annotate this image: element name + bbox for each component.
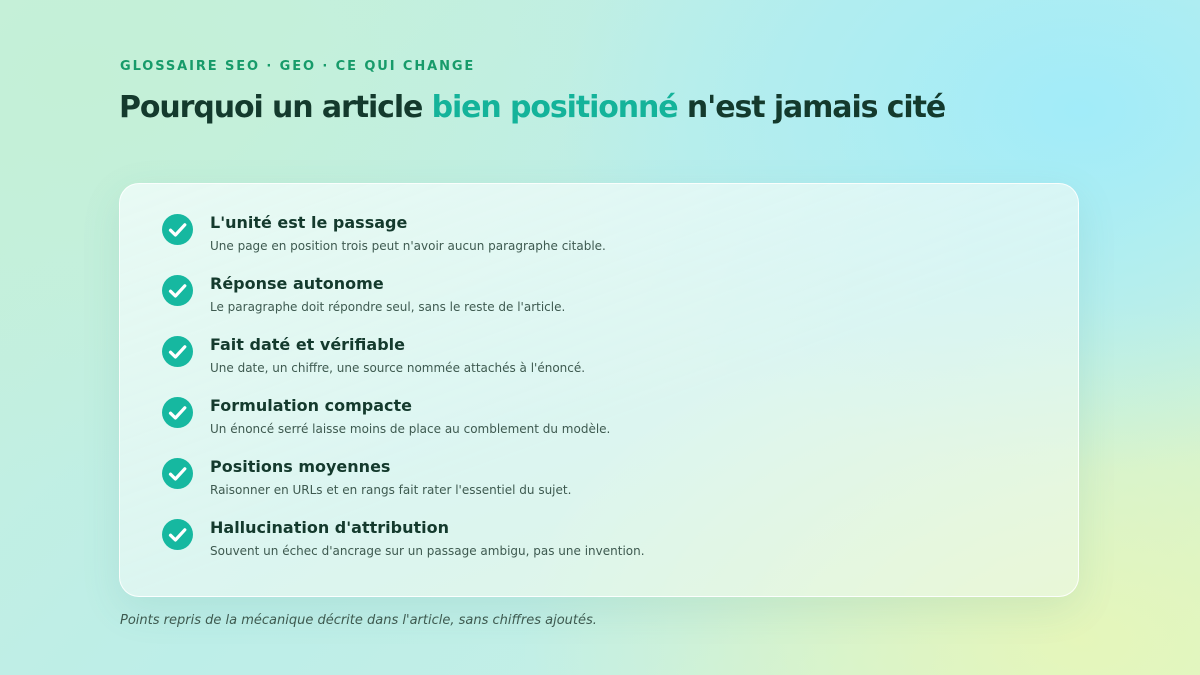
list-item [162,335,1042,385]
check-circle-icon [162,519,193,550]
eyebrow-label: GLOSSAIRE SEO · GEO · CE QUI CHANGE [120,59,476,74]
checklist-card [119,183,1079,597]
item-title: L'unité est le passage [210,213,408,232]
page-title [119,90,945,126]
list-item [162,457,1042,507]
list-item [162,518,1042,568]
check-circle-icon [162,214,193,245]
list-item [162,396,1042,446]
title-start: Pourquoi un article [119,90,432,125]
item-description: Une date, un chiffre, une source nommée attachés à l'énoncé. [210,361,586,375]
check-circle-icon [162,458,193,489]
check-circle-icon [162,275,193,306]
item-description: Raisonner en URLs et en rangs fait rater l'essentiel du sujet. [210,483,572,497]
item-title: Formulation compacte [210,396,412,415]
footnote: Points repris de la mécanique décrite dans l'article, sans chiffres ajoutés. [120,613,597,628]
check-circle-icon [162,336,193,367]
check-circle-icon [162,397,193,428]
list-item [162,274,1042,324]
title-accent: bien positionné [431,90,678,125]
item-description: Souvent un échec d'ancrage sur un passage ambigu, pas une invention. [210,544,645,558]
item-title: Réponse autonome [210,274,384,293]
item-title: Positions moyennes [210,457,391,476]
list-item [162,213,1042,263]
item-description: Le paragraphe doit répondre seul, sans le reste de l'article. [210,300,566,314]
item-description: Une page en position trois peut n'avoir aucun paragraphe citable. [210,239,606,253]
title-end: n'est jamais cité [677,90,946,125]
item-description: Un énoncé serré laisse moins de place au comblement du modèle. [210,422,611,436]
item-title: Fait daté et vérifiable [210,335,405,354]
item-title: Hallucination d'attribution [210,518,449,537]
